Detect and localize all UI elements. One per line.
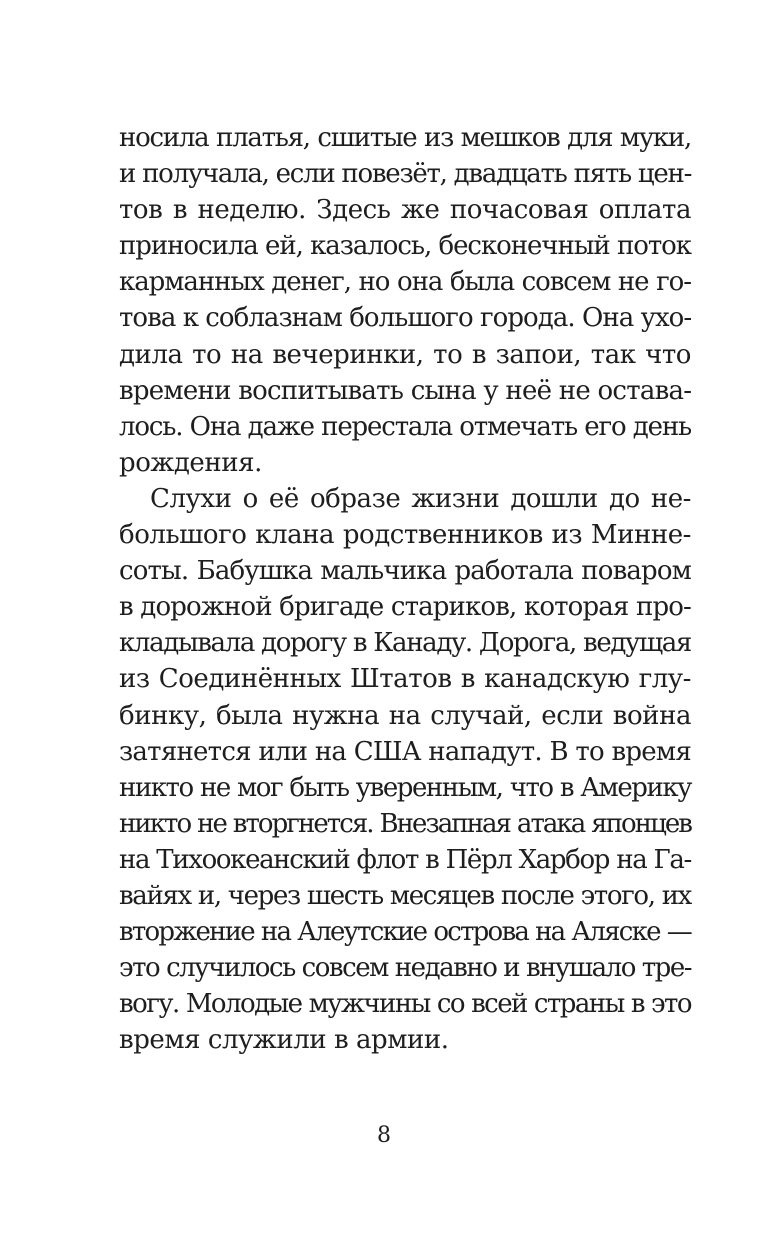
text-line: затянется или на США нападут. В то время [119, 736, 691, 767]
text-line: това к соблазнам большого города. Она ухо- [119, 303, 692, 334]
text-line: носила платья, сшитые из мешков для муки, [119, 123, 691, 153]
text-line: и получала, если повезёт, двадцать пять цен- [119, 159, 692, 190]
text-line: Слухи о её образе жизни дошли до не- [150, 483, 691, 514]
text-line: приносила ей, казалось, бесконечный поток [119, 231, 691, 262]
text-line: лось. Она даже перестала отмечать его день [119, 411, 691, 442]
text-line: соты. Бабушка мальчика работала поваром [119, 556, 691, 587]
text-line: тов в неделю. Здесь же почасовая оплата [119, 195, 691, 226]
page-body-text [119, 120, 691, 1058]
text-line: дила то на вечеринки, то в запои, так что [119, 339, 691, 370]
text-line: в дорожной бригаде стариков, которая про- [119, 592, 691, 623]
text-line: большого клана родственников из Минне- [119, 520, 691, 551]
text-line: времени воспитывать сына у неё не остава- [119, 375, 692, 406]
text-line: на Тихоокеанский флот в Пёрл Харбор на Га- [119, 844, 691, 875]
text-line: карманных денег, но она была совсем не го- [119, 267, 691, 298]
page-number: 8 [377, 1123, 391, 1148]
text-line: бинку, была нужна на случай, если война [119, 700, 691, 731]
text-line: это случилось совсем недавно и внушало тре- [119, 953, 692, 984]
text-line: время служили в армии. [119, 1025, 449, 1056]
text-line: рождения. [119, 447, 262, 478]
text-line: никто не вторгнется. Внезапная атака японцев [119, 808, 691, 839]
text-line: никто не мог быть уверенным, что в Америку [119, 772, 691, 803]
text-line: кладывала дорогу в Канаду. Дорога, ведущая [119, 628, 691, 659]
text-line: вогу. Молодые мужчины со всей страны в это [119, 989, 691, 1020]
paragraph [119, 481, 691, 1059]
text-line: вайях и, через шесть месяцев после этого, их [119, 880, 691, 911]
text-line: вторжение на Алеутские острова на Аляске — [119, 917, 691, 948]
text-line: из Соединённых Штатов в канадскую глу- [119, 664, 691, 695]
paragraph [119, 120, 691, 481]
